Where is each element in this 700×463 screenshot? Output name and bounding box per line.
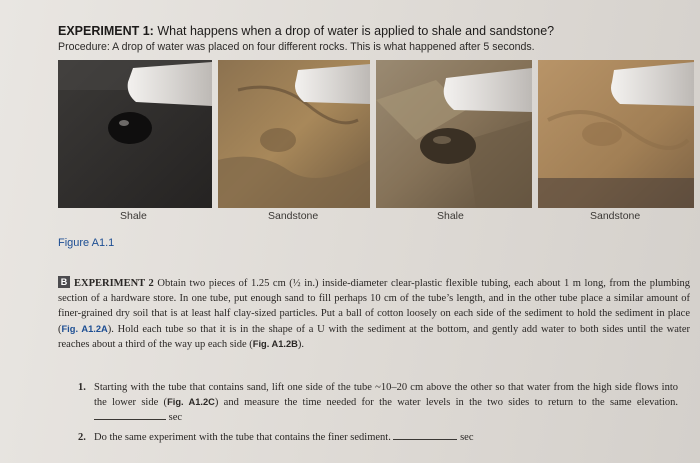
figure-ref-a1-2c: Fig. A1.2C <box>167 397 215 408</box>
experiment-2-text-2: ). Hold each tube so that it is in the shape of a U with the sediment at the bottom, and gently add water to both sides until the water reaches about a third of the way up each side ( <box>58 323 690 350</box>
experiment-1-title <box>58 24 554 38</box>
photo-shale-1 <box>58 60 212 208</box>
experiment-2-text-3: ). <box>297 338 305 350</box>
step-1-text-2: ) and measure the time needed for the water levels in the two sides to return to the same elevation. <box>214 397 678 409</box>
experiment-2-text-1: Obtain two pieces of 1.25 cm (½ in.) inside-diameter clear-plastic flexible tubing, each about 1 m long, from the plumbing section of a hardware store. In one tube, put enough sand to fill perhaps 10 cm of the tube’s length, and in the other tube place a similar amount of finer-grained dry soil that is at least half clay-sized particles. Put a ball of cotton loosely on each side of the sediment to hold the sediment in place ( <box>58 278 691 335</box>
section-b-badge: B <box>58 276 70 288</box>
caption-shale-1: Shale <box>120 210 147 222</box>
step-2 <box>78 430 678 445</box>
step-1-answer-blank[interactable] <box>94 410 166 420</box>
step-2-answer-blank[interactable] <box>393 430 457 440</box>
experiment-2-heading: EXPERIMENT 2 <box>74 278 154 289</box>
rock-photo-strip <box>58 60 694 208</box>
experiment-2-paragraph <box>58 276 690 352</box>
procedure-text: Procedure: A drop of water was placed on four different rocks. This is what happened after 5 seconds. <box>58 41 535 53</box>
step-1 <box>78 380 678 426</box>
caption-shale-2: Shale <box>437 210 464 222</box>
figure-label: Figure A1.1 <box>58 237 115 249</box>
experiment-1-question: What happens when a drop of water is applied to shale and sandstone? <box>153 24 555 38</box>
photo-sandstone-2 <box>538 60 694 208</box>
step-1-number: 1. <box>78 382 86 393</box>
photo-shale-2 <box>376 60 532 208</box>
caption-sandstone-2: Sandstone <box>590 210 641 222</box>
experiment-1-label: EXPERIMENT 1: <box>58 24 154 38</box>
figure-ref-a1-2a: Fig. A1.2A <box>61 323 108 334</box>
figure-ref-a1-2b: Fig. A1.2B <box>252 338 298 349</box>
caption-sandstone-1: Sandstone <box>268 210 319 222</box>
step-1-unit: sec <box>168 412 183 424</box>
step-2-number: 2. <box>78 432 86 443</box>
photo-sandstone-1 <box>218 60 370 208</box>
step-1-text-1: Starting with the tube that contains sand, lift one side of the tube ~10–20 cm above the other so that water from the high side flows into the lower side ( <box>94 382 678 409</box>
step-2-unit: sec <box>460 432 474 443</box>
step-2-text-1: Do the same experiment with the tube that contains the finer sediment. <box>94 432 394 443</box>
